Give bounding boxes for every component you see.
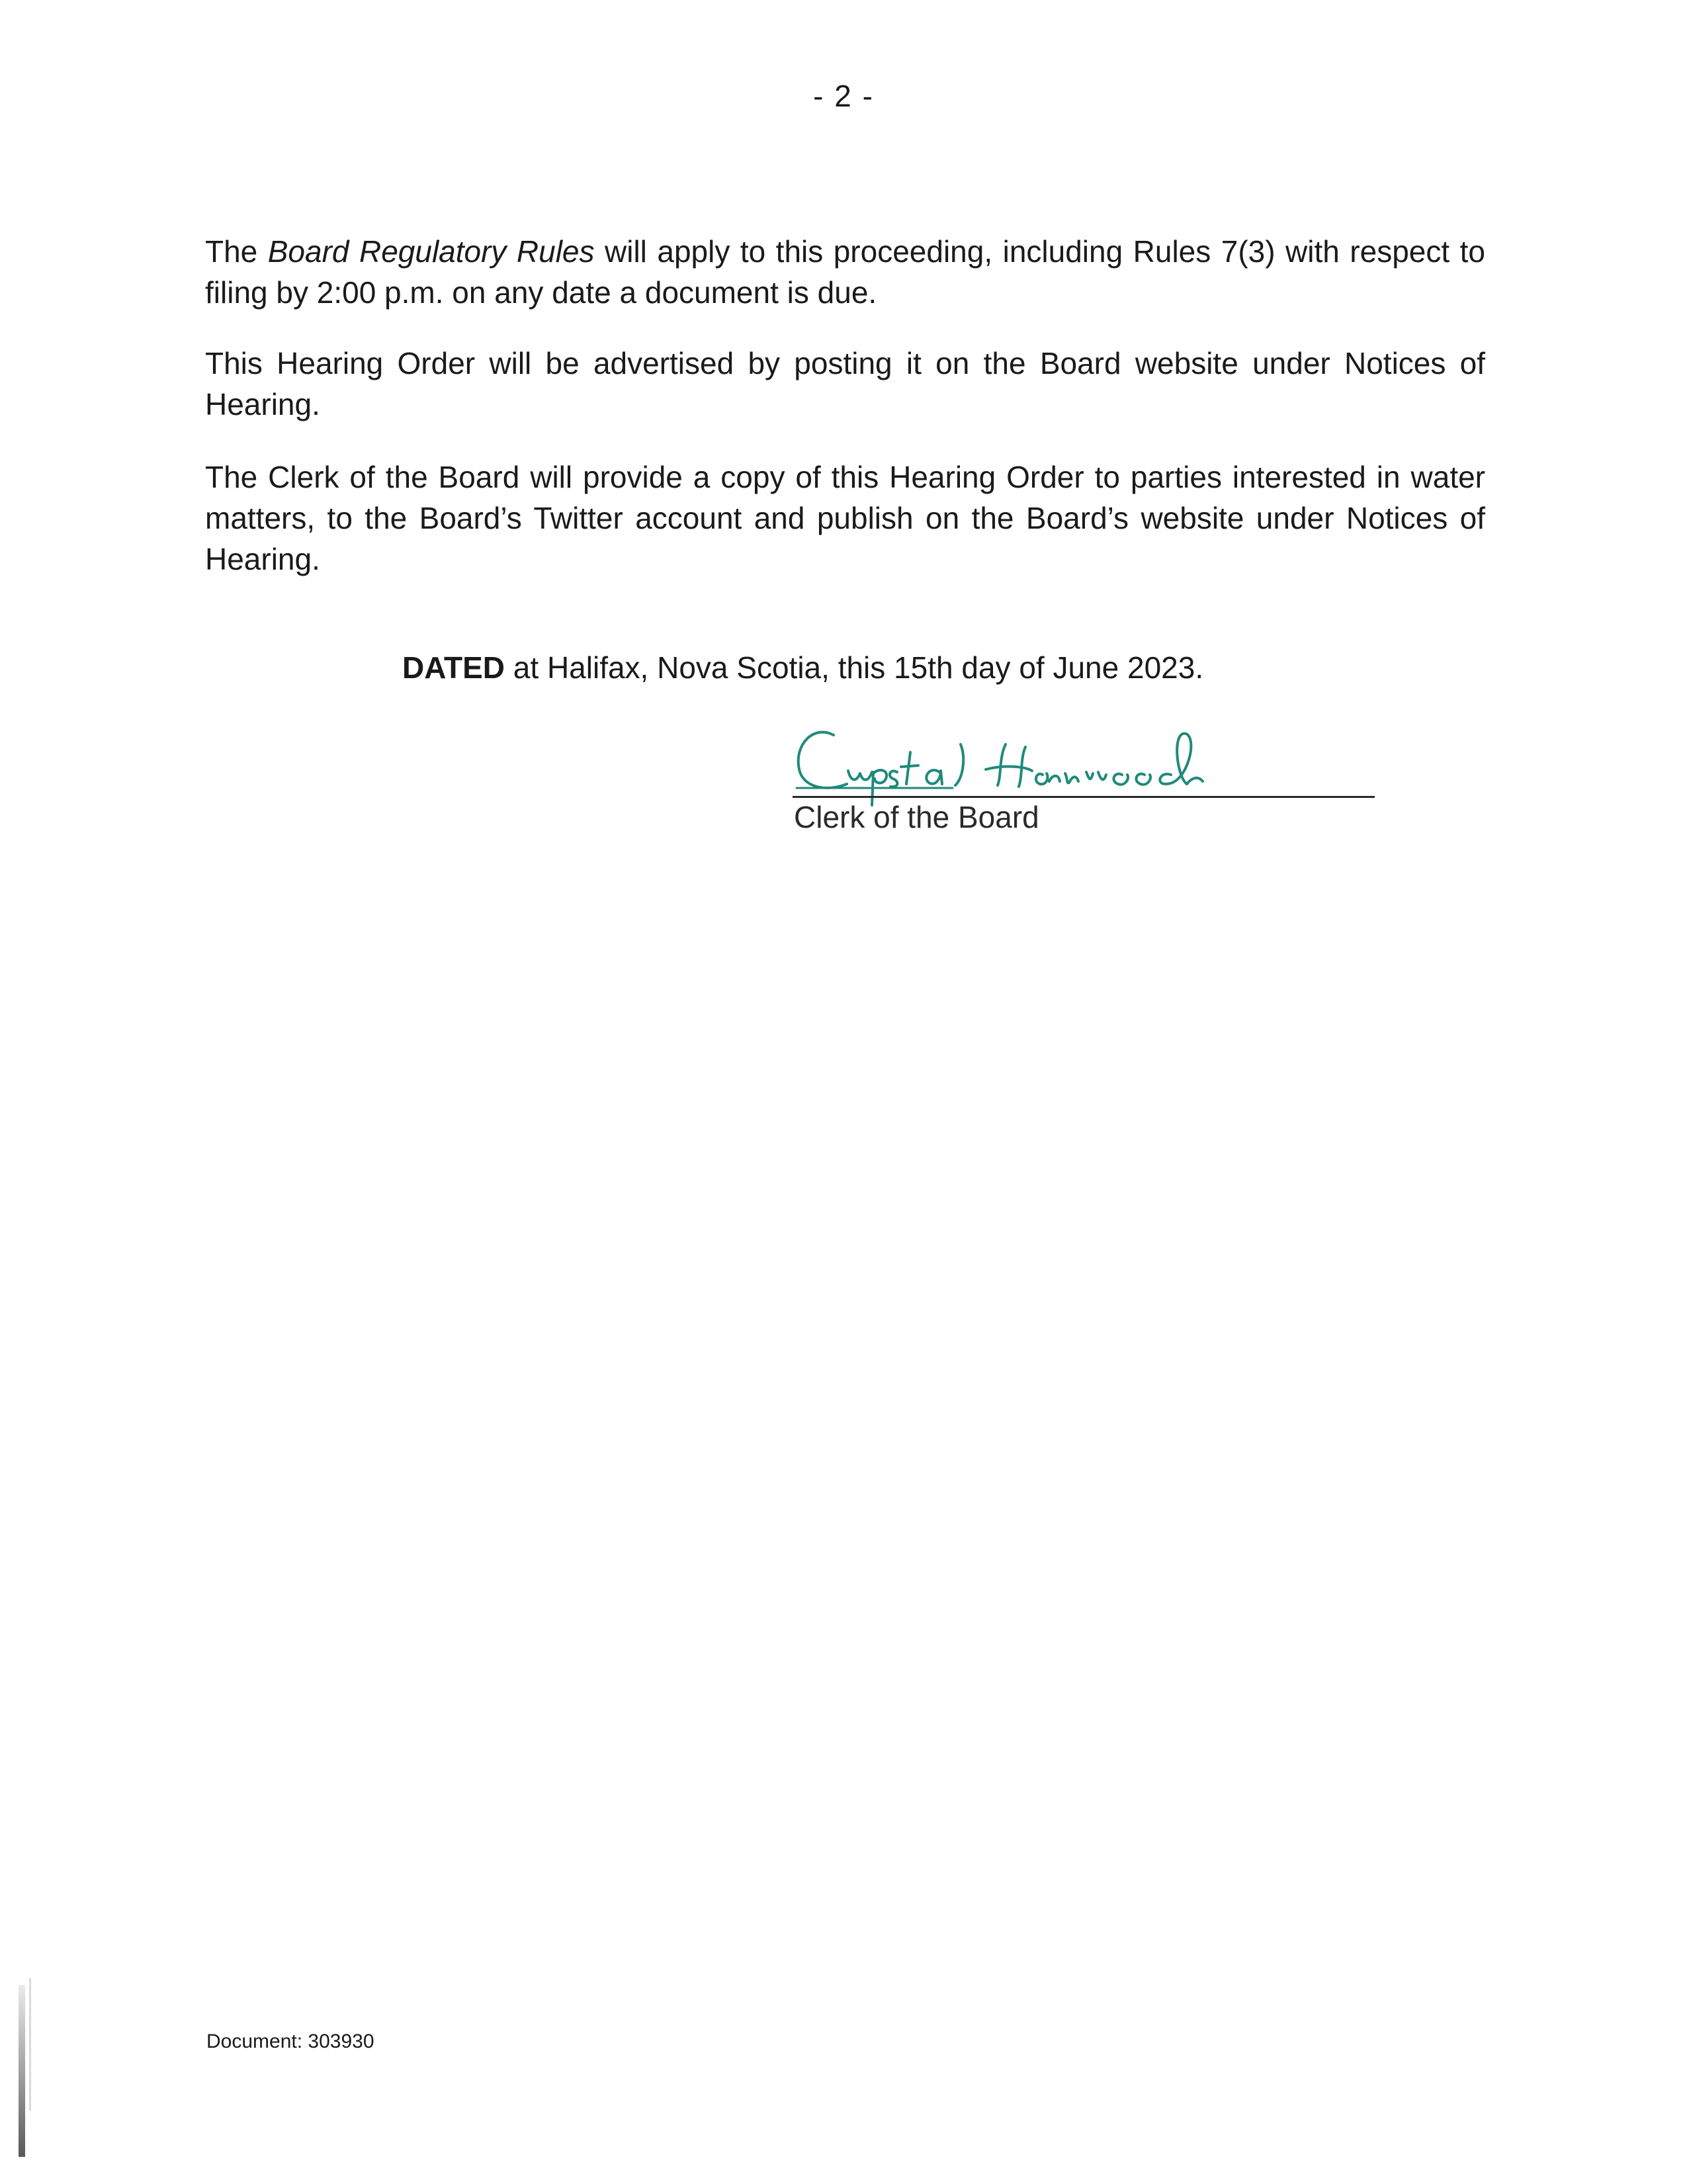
paragraph-text: will apply to this proceeding, including Rules 7(3) with respect to filing by 2:00 p.m. on any date a document is due. <box>205 234 1486 310</box>
scan-edge-mark <box>29 1978 31 2111</box>
dated-text: at Halifax, Nova Scotia, this 15th day of June 2023. <box>505 650 1204 685</box>
paragraph-distribution: The Clerk of the Board will provide a copy of this Hearing Order to parties interested in water matters, to the Board’s Twitter account and publish on the Board’s website under Notices of Hearing. <box>205 460 1485 576</box>
dated-line <box>402 647 1203 688</box>
dated-label: DATED <box>402 650 505 685</box>
document-number: Document: 303930 <box>206 2031 374 2052</box>
rules-title-italic: Board Regulatory Rules <box>267 234 595 269</box>
page-number: - 2 - <box>813 79 874 113</box>
paragraph-text: The <box>205 234 268 269</box>
signer-title: Clerk of the Board <box>794 800 1039 834</box>
paragraph-regulatory-rules <box>205 231 1485 313</box>
scan-edge-mark <box>19 1985 25 2157</box>
paragraph-advertising: This Hearing Order will be advertised by posting it on the Board website under Notices of Hearing. <box>205 346 1485 421</box>
signature-block <box>787 718 1383 850</box>
